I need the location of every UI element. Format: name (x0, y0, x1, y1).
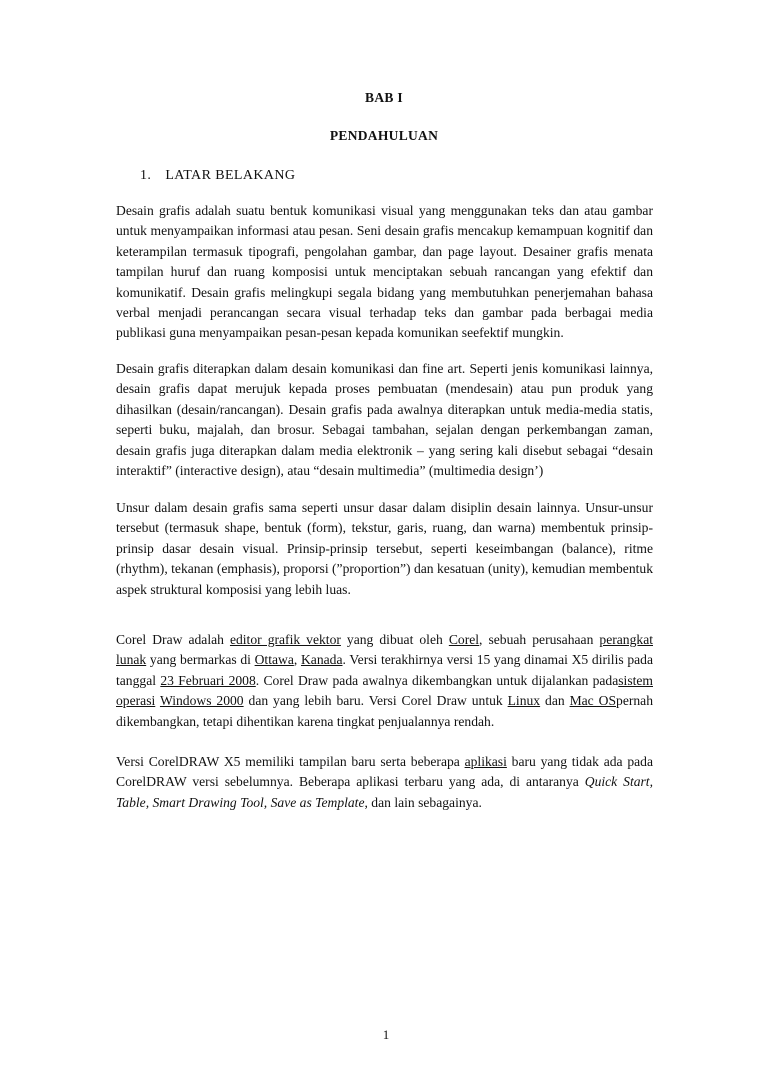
section-label: LATAR BELAKANG (165, 168, 296, 183)
section-number: 1. (140, 168, 152, 183)
link-aplikasi[interactable]: aplikasi (464, 754, 507, 769)
text-run: . Corel Draw pada awalnya dikembangkan untuk dijalankan pada (255, 672, 619, 688)
chapter-label: BAB I (365, 90, 403, 105)
text-run: baru yang tidak ada pada CorelDRAW versi sebelumnya. Beberapa aplikasi terbaru yang ada, di antaranya (116, 754, 653, 790)
text-run: , dan lain sebagainya. (364, 794, 482, 810)
text-run: , sebuah perusahaan (479, 632, 600, 647)
page-number: 1 (382, 1027, 390, 1042)
paragraph-3: Unsur dalam desain grafis sama seperti unsur dasar dalam disiplin desain lainnya. Unsur-unsur tersebut (termasuk shape, bentuk (form), tekstur, garis, ruang, dan warna) membentuk prinsip-prinsip dasar desain visual. Prinsip-prinsip tersebut, seperti keseimbangan (balance), ritme (rhythm), tekanan (emphasis), proporsi (”proportion”) dan kesatuan (unity), kemudian membentuk aspek struktural komposisi yang lebih luas. (116, 500, 653, 597)
section-heading (140, 168, 295, 184)
paragraph-4 (116, 630, 653, 732)
text-run: Corel Draw adalah (116, 632, 230, 647)
text-run: , (293, 652, 301, 668)
link-23-februari-2008[interactable]: 23 Februari 2008 (160, 672, 256, 688)
link-corel[interactable]: Corel (448, 632, 480, 647)
text-run: yang dibuat oleh (340, 632, 449, 647)
link-ottawa[interactable]: Ottawa (254, 652, 294, 668)
text-run: yang bermarkas di (146, 652, 255, 668)
link-windows-2000[interactable]: Windows 2000 (159, 693, 244, 709)
text-run: Versi CorelDRAW X5 memiliki tampilan baru serta beberapa (116, 754, 465, 769)
link-perangkat-lunak[interactable]: perangkat lunak (116, 632, 653, 668)
link-linux[interactable]: Linux (507, 693, 541, 709)
link-kanada[interactable]: Kanada (300, 652, 343, 668)
paragraph-1: Desain grafis adalah suatu bentuk komunikasi visual yang menggunakan teks dan atau gambar untuk menyampaikan informasi atau pesan. Seni desain grafis mencakup kemampuan kognitif dan keterampilan termasuk tipografi, pengolahan gambar, dan page layout. Desainer grafis menata tampilan huruf dan ruang komposisi untuk menciptakan sebuah rancangan yang efektif dan komunikatif. Desain grafis melingkupi segala bidang yang membutuhkan penerjemahan bahasa verbal menjadi perancangan secara visual terhadap teks dan gambar pada berbagai media publikasi guna menyampaikan pesan-pesan kepada komunikan seefektif mungkin. (116, 203, 653, 341)
text-run: pernah dikembangkan, tetapi dihentikan karena tingkat penjualannya rendah. (116, 693, 654, 729)
text-run: dan (540, 693, 570, 709)
text-run: dan yang lebih baru. Versi Corel Draw untuk (243, 693, 508, 709)
paragraph-5 (116, 752, 653, 813)
chapter-title (0, 128, 768, 144)
link-sistem-operasi[interactable]: sistem operasi (116, 672, 653, 709)
paragraph-2: Desain grafis diterapkan dalam desain komunikasi dan fine art. Seperti jenis komunikasi lainnya, desain grafis dapat merujuk kepada proses pembuatan (mendesain) atau pun produk yang dihasilkan (desain/rancangan). Desain grafis pada awalnya diterapkan untuk media-media statis, seperti buku, majalah, dan brosur. Sebagai tambahan, sejalan dengan perkembangan zaman, desain grafis juga diterapkan dalam media elektronik – yang sering kali disebut sebagai “desain interaktif” (interactive design), atau “desain multimedia” (multimedia design’) (116, 361, 653, 479)
link-mac-os[interactable]: Mac OS (569, 693, 617, 709)
chapter-title-text: PENDAHULUAN (329, 128, 439, 143)
chapter-heading (0, 90, 768, 106)
link-editor-grafik-vektor[interactable]: editor grafik vektor (229, 632, 341, 647)
text-run: . Versi terakhirnya versi 15 yang dinamai X5 dirilis pada tanggal (116, 652, 653, 688)
emphasis-feature-list: Quick Start, Table, Smart Drawing Tool, Save as Template (116, 774, 653, 810)
